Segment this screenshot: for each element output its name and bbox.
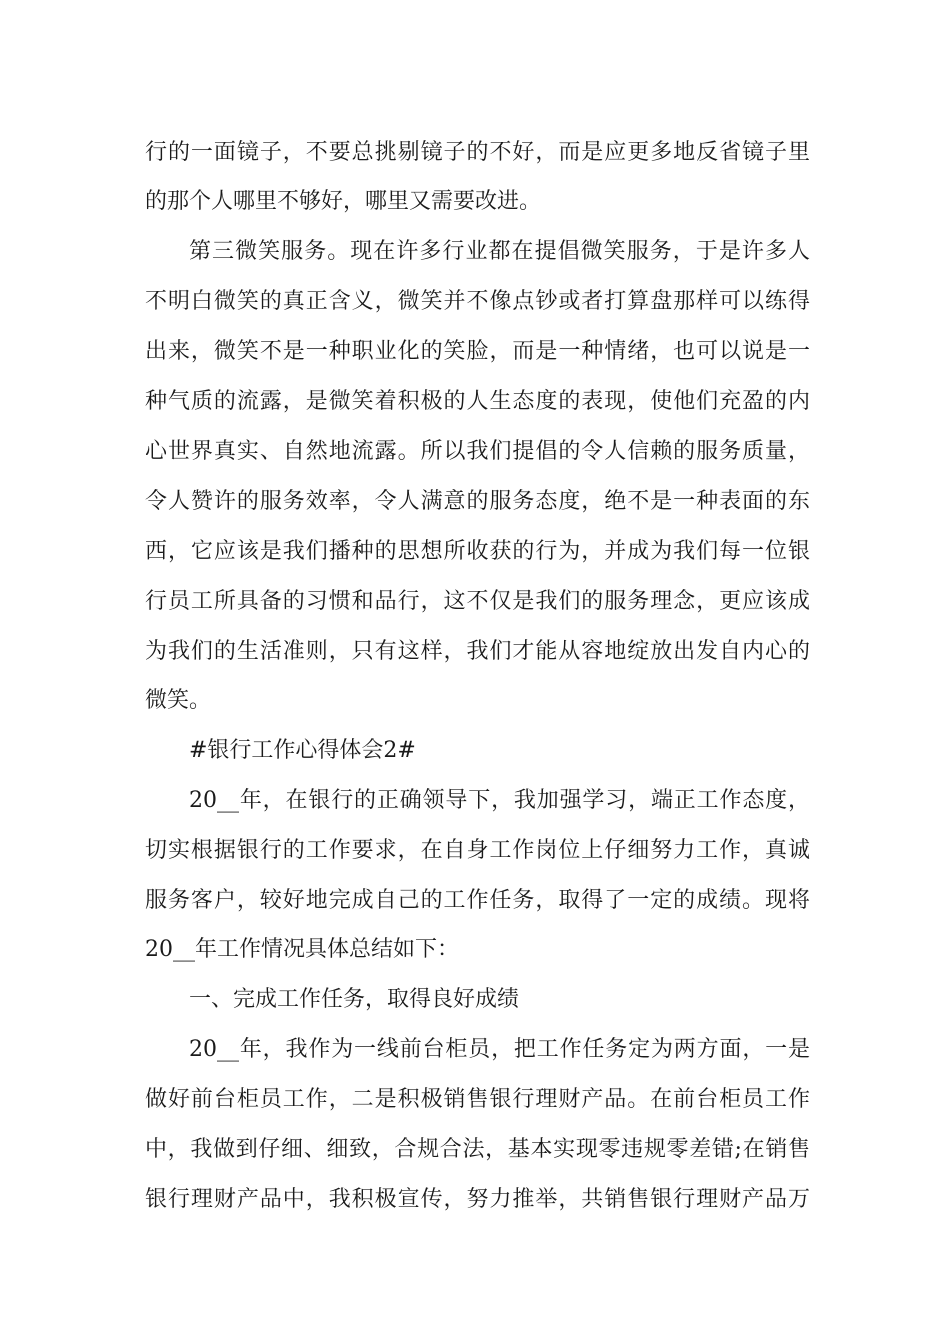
text-line: 种气质的流露，是微笑着积极的人生态度的表现，使他们充盈的内 xyxy=(145,389,810,414)
text-line: 做好前台柜员工作，二是积极销售银行理财产品。在前台柜员工作 xyxy=(145,1087,810,1112)
text-line: 20__年工作情况具体总结如下： xyxy=(145,937,459,962)
text-line: 切实根据银行的工作要求，在自身工作岗位上仔细努力工作，真诚 xyxy=(145,838,810,863)
paragraph-first-line: 20__年，在银行的正确领导下，我加强学习，端正工作态度， xyxy=(189,788,810,813)
text-line: 的那个人哪里不够好，哪里又需要改进。 xyxy=(145,189,542,214)
text-line: 出来，微笑不是一种职业化的笑脸，而是一种情绪，也可以说是一 xyxy=(145,339,810,364)
section-heading: #银行工作心得体会2# xyxy=(189,738,416,763)
text-line: 不明白微笑的真正含义，微笑并不像点钞或者打算盘那样可以练得 xyxy=(145,289,810,314)
text-line: 行员工所具备的习惯和品行，这不仅是我们的服务理念，更应该成 xyxy=(145,589,810,614)
text-line: 服务客户，较好地完成自己的工作任务，取得了一定的成绩。现将 xyxy=(145,888,810,913)
text-line: 为我们的生活准则，只有这样，我们才能从容地绽放出发自内心的 xyxy=(145,639,810,664)
text-line: 中，我做到仔细、细致，合规合法，基本实现零违规零差错;在销售 xyxy=(145,1137,810,1162)
text-line: 银行理财产品中，我积极宣传，努力推举，共销售银行理财产品万 xyxy=(145,1187,810,1212)
text-line: 微笑。 xyxy=(145,688,212,713)
subsection-heading: 一、完成工作任务，取得良好成绩 xyxy=(189,987,520,1012)
paragraph-first-line: 20__年，我作为一线前台柜员，把工作任务定为两方面，一是 xyxy=(189,1037,810,1062)
text-line: 心世界真实、自然地流露。所以我们提倡的令人信赖的服务质量， xyxy=(145,439,810,464)
paragraph-first-line: 第三微笑服务。现在许多行业都在提倡微笑服务，于是许多人 xyxy=(189,239,810,264)
text-line: 令人赞许的服务效率，令人满意的服务态度，绝不是一种表面的东 xyxy=(145,489,810,514)
text-line: 行的一面镜子，不要总挑剔镜子的不好，而是应更多地反省镜子里 xyxy=(145,140,810,165)
text-line: 西，它应该是我们播种的思想所收获的行为，并成为我们每一位银 xyxy=(145,539,810,564)
